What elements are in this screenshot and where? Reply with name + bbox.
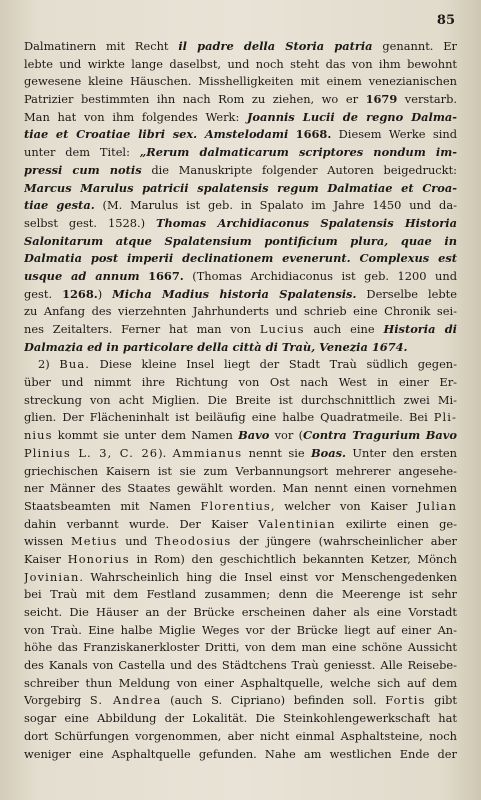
text-segment: genannt. Er [372, 39, 457, 53]
text-segment: dort Schürfungen vorgenommen, aber nicht einmal Asphaltsteine, noch [24, 728, 457, 743]
text-segment: Vorgebirg [24, 693, 90, 708]
text-segment: bei Traù mit dem Festland zusammen; denn die Meerenge ist sehr [24, 587, 457, 602]
text-line [24, 622, 457, 640]
text-segment: 2) [38, 357, 60, 372]
text-line [24, 586, 457, 604]
text-line [24, 445, 457, 463]
text-line [24, 56, 457, 74]
text-line [24, 374, 457, 392]
text-segment: Bua. [59, 357, 90, 372]
text-segment: „Rerum dalmaticarum scriptores nondum im- [139, 145, 457, 160]
text-segment: 1268. [62, 286, 98, 301]
text-segment: Man hat von ihm folgendes Werk: [24, 109, 248, 124]
text-line [24, 215, 457, 233]
text-segment: Boas. [311, 445, 346, 460]
text-segment: die Manuskripte folgender Autoren beigedruckt: [141, 162, 457, 177]
text-segment: , welcher von Kaiser [270, 498, 418, 513]
text-line [24, 569, 457, 587]
text-segment: gest. [24, 286, 63, 301]
text-line [24, 639, 457, 657]
text-segment: wissen [24, 534, 71, 549]
text-segment: gibt [425, 693, 457, 708]
text-line [24, 233, 457, 251]
text-line [24, 303, 457, 321]
text-segment: Ammianus [172, 445, 243, 460]
text-line [24, 286, 457, 304]
text-segment [288, 127, 295, 141]
text-line [24, 109, 457, 127]
text-segment: weniger eine Asphaltquelle gefunden. Nahe am westlichen Ende der [24, 746, 457, 761]
text-line [24, 463, 457, 481]
text-segment: gewesene kleine Häuschen. Misshelligkeiten mit einem venezianischen [24, 74, 457, 89]
text-segment: schreiber thun Meldung von einer Asphaltquelle, welche sich auf dem [24, 675, 457, 690]
text-segment: Fortis [385, 693, 426, 708]
text-line [24, 692, 457, 710]
text-segment: Dalmazia ed in particolare della città di Traù, Venezia 1674. [24, 339, 408, 354]
body-text [24, 38, 457, 763]
text-line [24, 321, 457, 339]
page-number: 85 [436, 13, 455, 28]
text-line [24, 604, 457, 622]
text-segment: nes Zeitalters. Ferner hat man von [24, 322, 260, 336]
text-segment: Valentinian [258, 516, 336, 531]
text-segment: 1679 [365, 92, 398, 107]
text-segment: Honorius [67, 551, 130, 566]
text-segment: Dalmatia post imperii declinationem evenerunt. Complexus est [24, 251, 457, 266]
text-line [24, 675, 457, 693]
text-segment: exilirte einen ge- [335, 516, 457, 531]
text-segment: tiae et Croatiae libri sex. Amstelodami [24, 127, 289, 142]
text-segment: ). [158, 445, 173, 460]
text-segment: von Traù. Eine halbe Miglie Weges vor der Brücke liegt auf einer An- [24, 622, 457, 637]
text-segment: dahin verbannt wurde. Der Kaiser [24, 516, 259, 531]
text-segment: Lucius [259, 322, 305, 336]
text-line [24, 746, 457, 764]
text-segment: auch eine [304, 322, 384, 336]
text-line [24, 197, 457, 215]
text-line [24, 498, 457, 516]
text-line [24, 339, 457, 357]
text-line [24, 162, 457, 180]
text-segment: selbst gest. 1528.) [24, 215, 156, 230]
text-segment: Thomas Archidiaconus Spalatensis Historia [155, 215, 457, 230]
text-segment: seicht. Die Häuser an der Brücke erscheinen daher als eine Vorstadt [24, 605, 457, 619]
text-segment: nius [24, 428, 53, 443]
text-line [24, 551, 457, 569]
text-segment: ) [97, 286, 113, 301]
text-segment: 1667. [148, 268, 184, 283]
text-line [24, 180, 457, 198]
text-segment: pressi cum notis [24, 162, 142, 177]
text-line [24, 533, 457, 551]
text-segment: und [117, 534, 155, 549]
text-segment: Contra Tragurium Bavo [303, 428, 457, 443]
text-segment: S. Andrea [89, 693, 162, 708]
text-segment: zu Anfang des vierzehnten Jahrhunderts und schrieb eine Chronik sei- [24, 304, 457, 319]
text-segment: Historia di [383, 322, 457, 336]
text-segment: (M. Marulus ist geb. in Spalato im Jahre 1450 und da- [94, 198, 457, 213]
text-line [24, 516, 457, 534]
text-segment: verstarb. [397, 92, 457, 107]
text-segment: ner Männer des Staates gewählt worden. Man nennt einen vornehmen [24, 481, 457, 496]
text-line [24, 409, 457, 427]
text-segment: Micha Madius historia Spalatensis. [112, 286, 357, 301]
text-line [24, 356, 457, 374]
text-segment: Dalmatinern mit Recht [24, 39, 179, 53]
text-line [24, 126, 457, 144]
text-segment: Kaiser [24, 551, 68, 566]
text-segment: Patrizier bestimmten ihn nach Rom zu ziehen, wo er [24, 92, 366, 107]
text-segment: Staatsbeamten mit Namen [24, 498, 201, 513]
text-segment: Plinius L. 3, C. 26 [24, 445, 159, 460]
text-segment: unter dem Titel: [24, 145, 140, 160]
text-segment: Marcus Marulus patricii spalatensis regum Dalmatiae et Croa- [24, 180, 457, 195]
text-line [24, 710, 457, 728]
text-segment: streckung von acht Miglien. Die Breite ist durchschnittlich zwei Mi- [24, 392, 457, 407]
text-segment: Jovinian [24, 569, 80, 584]
text-segment: il padre della Storia patria [178, 39, 373, 53]
text-line [24, 392, 457, 410]
text-segment: 1668. [295, 127, 332, 142]
text-segment: nennt sie [242, 445, 312, 460]
text-segment: Theodosius [154, 534, 232, 549]
text-segment: Julian [417, 498, 457, 513]
text-line [24, 728, 457, 746]
text-segment: Florentius [200, 498, 271, 513]
text-segment: sogar eine Abbildung der Lokalität. Die Steinkohlengewerkschaft hat [24, 711, 457, 726]
text-segment: (Thomas Archidiaconus ist geb. 1200 und [183, 268, 457, 283]
text-segment: der jüngere (wahrscheinlicher aber [231, 534, 457, 549]
text-segment: glien. Der Flächeninhalt ist beiläufig eine halbe Quadratmeile. Bei [24, 410, 434, 425]
text-segment: höhe das Franziskanerkloster Dritti, von dem man eine schöne Aussicht [24, 640, 457, 655]
text-line [24, 250, 457, 268]
text-segment: Diesem Werke sind [331, 127, 457, 142]
text-segment: Joannis Lucii de regno Dalma- [247, 109, 457, 124]
text-segment: usque ad annum [24, 268, 140, 283]
text-line [24, 144, 457, 162]
text-segment: Unter den ersten [346, 445, 457, 460]
text-segment: in Rom) den geschichtlich bekannten Ketzer, Mönch [129, 551, 457, 566]
text-line [24, 657, 457, 675]
text-segment: . Wahrscheinlich hing die Insel einst vor Menschengedenken [79, 569, 457, 584]
text-segment: tiae gesta. [24, 198, 95, 213]
text-segment: Metius [70, 534, 118, 549]
text-segment [140, 269, 149, 283]
text-segment: Pli- [433, 410, 457, 425]
text-segment: Derselbe lebte [356, 286, 457, 301]
text-segment: über und nimmt ihre Richtung von Ost nach West in einer Er- [24, 375, 457, 390]
text-segment: lebte und wirkte lange daselbst, und noch steht das von ihm bewohnt [24, 56, 457, 71]
text-segment: Salonitarum atque Spalatensium pontificium plura, quae in [24, 233, 457, 248]
text-segment: des Kanals von Castella und des Städtchens Traù geniesst. Alle Reisebe- [24, 658, 457, 673]
text-segment: vor ( [269, 428, 304, 443]
text-line [24, 268, 457, 286]
text-line [24, 91, 457, 109]
text-segment: griechischen Kaisern ist sie zum Verbannungsort mehrerer angesehe- [24, 463, 457, 478]
text-line [24, 427, 457, 445]
text-line [24, 480, 457, 498]
text-line [24, 73, 457, 91]
text-segment: (auch S. Cipriano) befinden soll. [161, 693, 386, 708]
text-segment: kommt sie unter dem Namen [52, 428, 239, 443]
text-segment: Bavo [238, 428, 270, 443]
text-segment: Diese kleine Insel liegt der Stadt Traù südlich gegen- [89, 357, 457, 372]
text-line [24, 38, 457, 56]
